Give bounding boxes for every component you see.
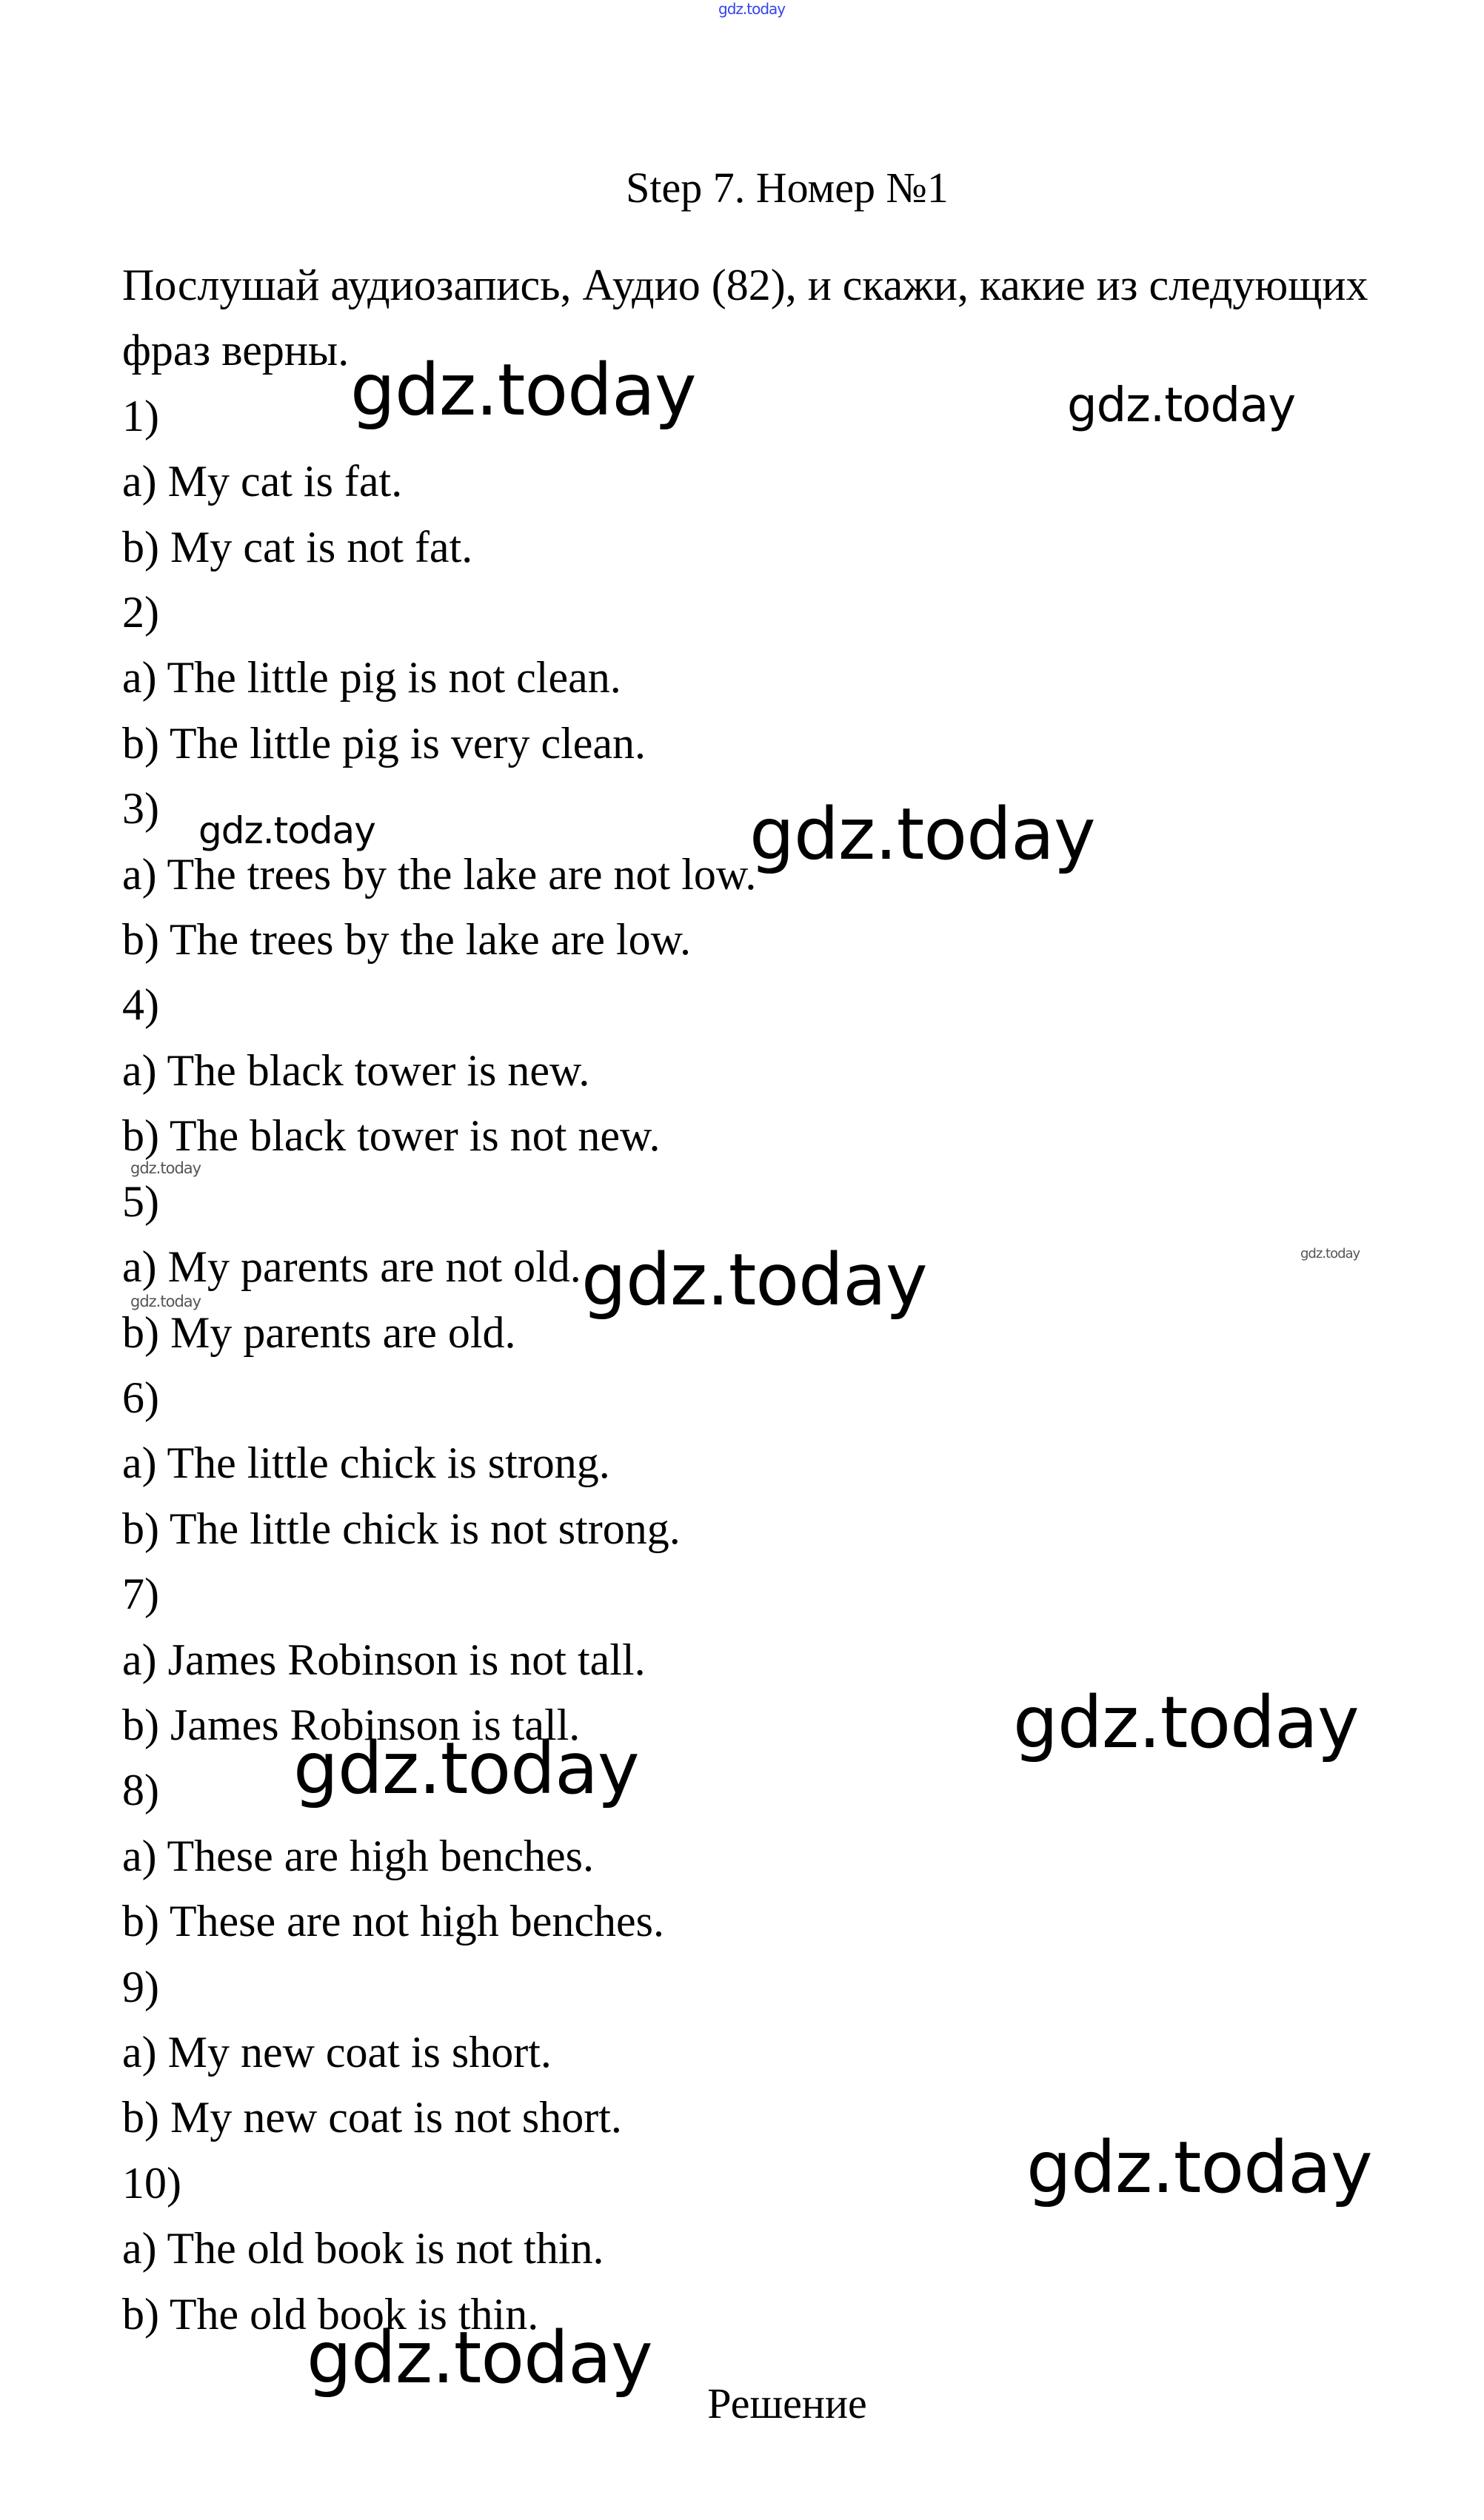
statement-b: b) My cat is not fat.	[122, 522, 473, 572]
item-number: 7)	[122, 1569, 159, 1619]
statement-b: b) The trees by the lake are low.	[122, 915, 692, 965]
intro-line: фраз верны.	[122, 326, 350, 375]
watermark: gdz.today	[1026, 2126, 1372, 2209]
watermark: gdz.today	[718, 0, 786, 18]
statement-b: b) The black tower is not new.	[122, 1111, 661, 1161]
watermark: gdz.today	[307, 2316, 652, 2399]
watermark: gdz.today	[749, 793, 1095, 876]
solution-heading: Решение	[707, 2379, 867, 2427]
item-number: 9)	[122, 1962, 159, 2011]
page-title: Step 7. Номер №1	[626, 164, 949, 212]
watermark: gdz.today	[581, 1239, 927, 1321]
statement-a: a) James Robinson is not tall.	[122, 1635, 646, 1684]
item-number: 3)	[122, 784, 159, 834]
statement-a: a) My new coat is short.	[122, 2027, 552, 2077]
item-number: 2)	[122, 588, 159, 637]
statement-b: b) James Robinson is tall.	[122, 1700, 581, 1749]
statement-b: b) These are not high benches.	[122, 1897, 664, 1946]
watermark: gdz.today	[130, 1293, 201, 1310]
watermark: gdz.today	[293, 1727, 639, 1810]
statement-b: b) The old book is thin.	[122, 2289, 539, 2339]
statement-a: a) My parents are not old.	[122, 1242, 581, 1292]
statement-a: a) The little pig is not clean.	[122, 653, 621, 703]
statement-b: b) The little chick is not strong.	[122, 1504, 681, 1553]
item-number: 6)	[122, 1373, 159, 1422]
statement-b: b) My new coat is not short.	[122, 2093, 622, 2142]
watermark: gdz.today	[1067, 378, 1296, 433]
statement-b: b) My parents are old.	[122, 1307, 516, 1357]
item-number: 4)	[122, 980, 159, 1030]
watermark: gdz.today	[130, 1159, 201, 1177]
item-number: 8)	[122, 1766, 159, 1815]
statement-a: a) The old book is not thin.	[122, 2224, 604, 2273]
watermark: gdz.today	[198, 809, 375, 852]
statement-a: a) These are high benches.	[122, 1831, 594, 1880]
watermark: gdz.today	[1013, 1681, 1359, 1764]
item-number: 1)	[122, 391, 159, 440]
statement-a: a) The black tower is new.	[122, 1045, 590, 1095]
statement-a: a) My cat is fat.	[122, 457, 403, 506]
statement-a: a) The trees by the lake are not low.	[122, 849, 757, 899]
item-number: 5)	[122, 1176, 159, 1226]
statement-a: a) The little chick is strong.	[122, 1438, 610, 1488]
item-number: 10)	[122, 2158, 181, 2208]
intro-line: Послушай аудиозапись, Аудио (82), и скажи, какие из следующих	[122, 261, 1368, 309]
statement-b: b) The little pig is very clean.	[122, 718, 646, 768]
watermark: gdz.today	[1300, 1246, 1360, 1261]
watermark: gdz.today	[350, 349, 696, 432]
